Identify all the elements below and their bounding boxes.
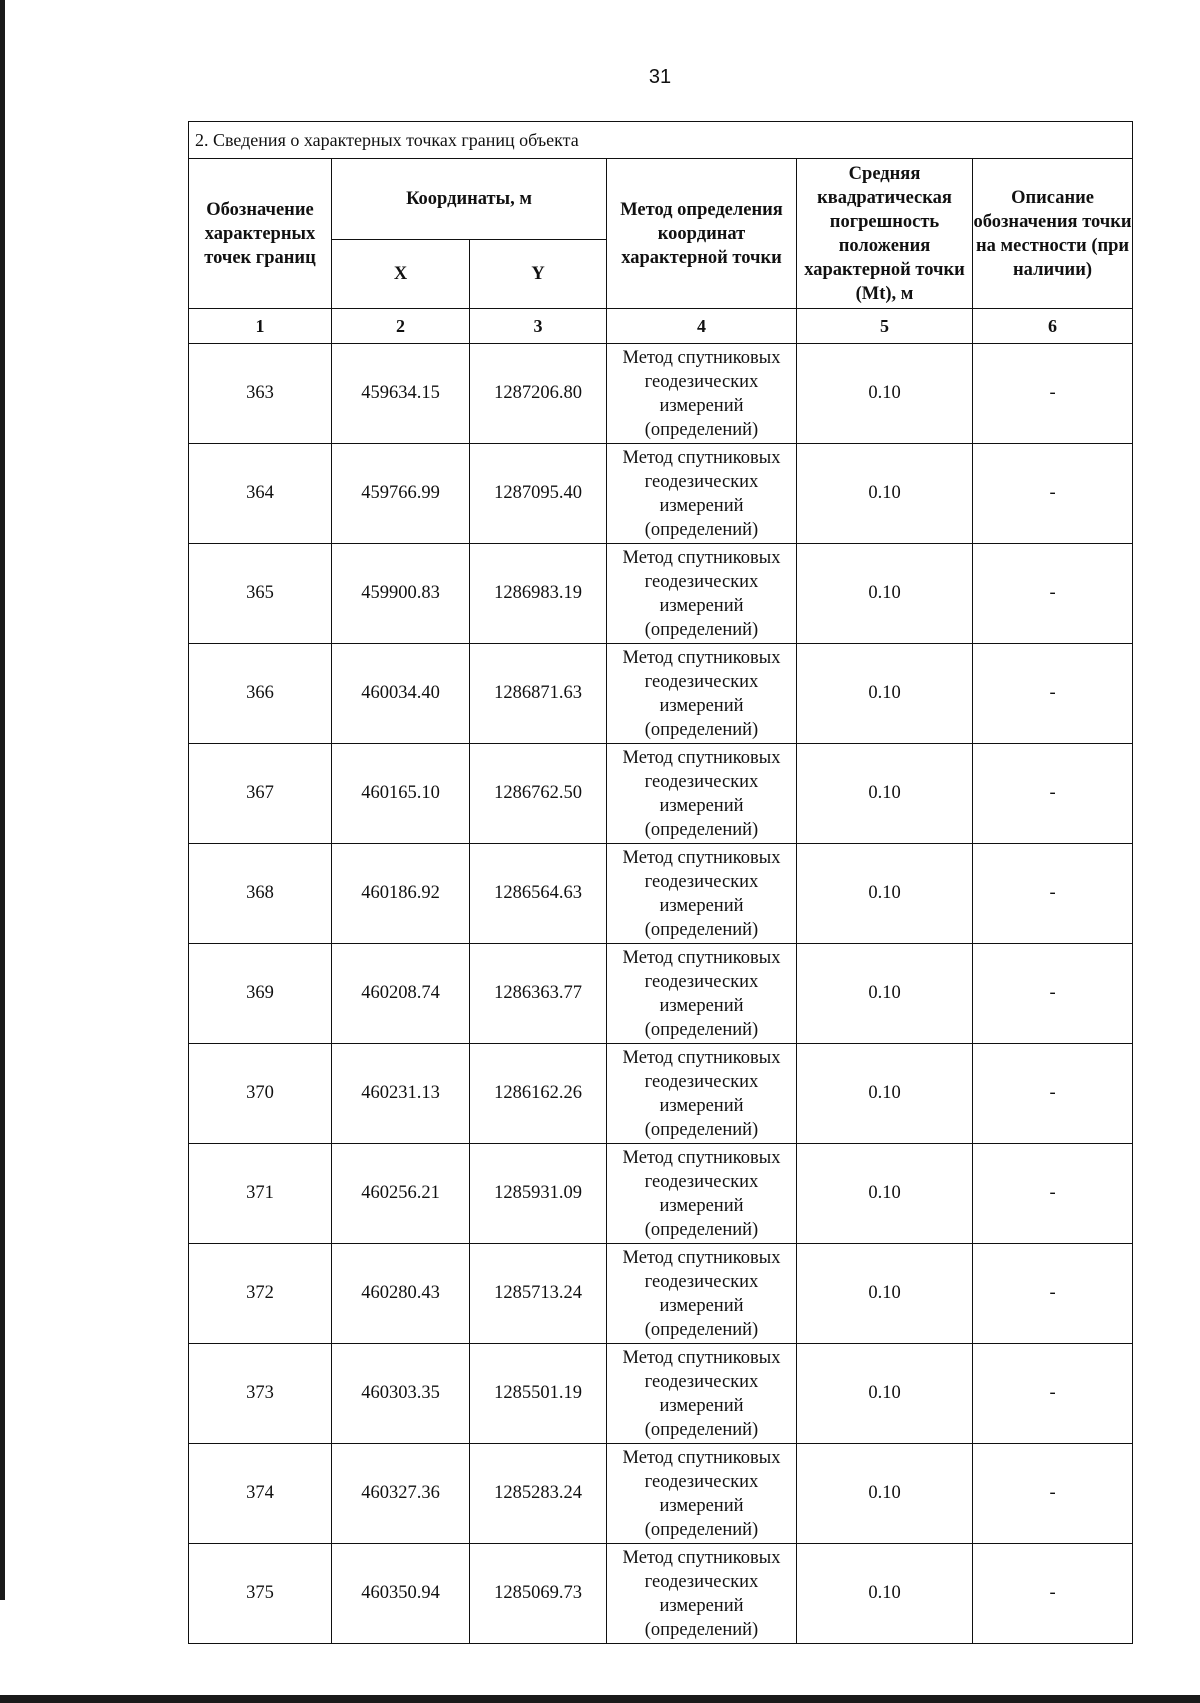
cell-x: 460280.43 [332, 1244, 470, 1344]
table-row [189, 844, 1133, 944]
cell-mt: 0.10 [797, 344, 973, 444]
table-row [189, 544, 1133, 644]
column-number: 2 [332, 309, 470, 344]
column-number: 1 [189, 309, 332, 344]
cell-mt: 0.10 [797, 744, 973, 844]
cell-description: - [973, 1544, 1133, 1644]
cell-point: 365 [189, 544, 332, 644]
header-designation: Обозначение характерных точек границ [189, 159, 332, 309]
cell-point: 366 [189, 644, 332, 744]
cell-y: 1286983.19 [470, 544, 607, 644]
cell-point: 375 [189, 1544, 332, 1644]
cell-x: 460231.13 [332, 1044, 470, 1144]
column-number: 4 [607, 309, 797, 344]
header-method: Метод определения координат характерной точки [607, 159, 797, 309]
cell-method: Метод спутниковых геодезических измерений (определений) [607, 944, 797, 1044]
table-row [189, 1444, 1133, 1544]
cell-y: 1285931.09 [470, 1144, 607, 1244]
header-error: Средняя квадратическая погрешность положения характерной точки (Mt), м [797, 159, 973, 309]
cell-method: Метод спутниковых геодезических измерений (определений) [607, 1544, 797, 1644]
cell-mt: 0.10 [797, 1444, 973, 1544]
cell-point: 363 [189, 344, 332, 444]
table-caption: 2. Сведения о характерных точках границ объекта [189, 122, 1133, 159]
column-number: 6 [973, 309, 1133, 344]
column-number: 5 [797, 309, 973, 344]
cell-x: 459900.83 [332, 544, 470, 644]
cell-method: Метод спутниковых геодезических измерений (определений) [607, 744, 797, 844]
cell-point: 370 [189, 1044, 332, 1144]
cell-description: - [973, 644, 1133, 744]
boundary-points-table [188, 121, 1133, 1644]
cell-point: 364 [189, 444, 332, 544]
header-y: Y [470, 240, 607, 309]
cell-mt: 0.10 [797, 644, 973, 744]
cell-x: 459766.99 [332, 444, 470, 544]
cell-point: 368 [189, 844, 332, 944]
cell-mt: 0.10 [797, 1144, 973, 1244]
cell-y: 1286363.77 [470, 944, 607, 1044]
cell-y: 1287206.80 [470, 344, 607, 444]
table-row [189, 1344, 1133, 1444]
cell-y: 1286564.63 [470, 844, 607, 944]
table-row [189, 1244, 1133, 1344]
header-coordinates: Координаты, м [332, 159, 607, 240]
cell-description: - [973, 1144, 1133, 1244]
cell-mt: 0.10 [797, 844, 973, 944]
cell-description: - [973, 1444, 1133, 1544]
page-number: 31 [648, 66, 672, 88]
table-row [189, 944, 1133, 1044]
cell-method: Метод спутниковых геодезических измерений (определений) [607, 444, 797, 544]
cell-y: 1285713.24 [470, 1244, 607, 1344]
cell-point: 369 [189, 944, 332, 1044]
cell-method: Метод спутниковых геодезических измерений (определений) [607, 1344, 797, 1444]
cell-point: 374 [189, 1444, 332, 1544]
table-row [189, 344, 1133, 444]
cell-point: 371 [189, 1144, 332, 1244]
cell-y: 1286162.26 [470, 1044, 607, 1144]
cell-point: 373 [189, 1344, 332, 1444]
cell-mt: 0.10 [797, 444, 973, 544]
cell-method: Метод спутниковых геодезических измерений (определений) [607, 1244, 797, 1344]
header-x: X [332, 240, 470, 309]
cell-method: Метод спутниковых геодезических измерений (определений) [607, 1444, 797, 1544]
table-row [189, 1044, 1133, 1144]
cell-method: Метод спутниковых геодезических измерений (определений) [607, 544, 797, 644]
cell-mt: 0.10 [797, 1344, 973, 1444]
cell-method: Метод спутниковых геодезических измерений (определений) [607, 844, 797, 944]
cell-description: - [973, 344, 1133, 444]
cell-mt: 0.10 [797, 1044, 973, 1144]
cell-x: 459634.15 [332, 344, 470, 444]
column-number: 3 [470, 309, 607, 344]
cell-description: - [973, 444, 1133, 544]
cell-point: 372 [189, 1244, 332, 1344]
table-row [189, 644, 1133, 744]
cell-mt: 0.10 [797, 1544, 973, 1644]
cell-y: 1286871.63 [470, 644, 607, 744]
cell-point: 367 [189, 744, 332, 844]
cell-description: - [973, 1244, 1133, 1344]
table-row [189, 444, 1133, 544]
cell-description: - [973, 744, 1133, 844]
cell-x: 460350.94 [332, 1544, 470, 1644]
cell-method: Метод спутниковых геодезических измерений (определений) [607, 344, 797, 444]
cell-mt: 0.10 [797, 944, 973, 1044]
table-row [189, 1144, 1133, 1244]
cell-description: - [973, 1044, 1133, 1144]
cell-x: 460303.35 [332, 1344, 470, 1444]
cell-description: - [973, 844, 1133, 944]
cell-y: 1285069.73 [470, 1544, 607, 1644]
cell-y: 1286762.50 [470, 744, 607, 844]
scan-edge-left [0, 0, 5, 1600]
cell-description: - [973, 544, 1133, 644]
cell-y: 1287095.40 [470, 444, 607, 544]
cell-description: - [973, 944, 1133, 1044]
cell-y: 1285283.24 [470, 1444, 607, 1544]
cell-x: 460186.92 [332, 844, 470, 944]
table-row [189, 1544, 1133, 1644]
cell-x: 460208.74 [332, 944, 470, 1044]
cell-x: 460034.40 [332, 644, 470, 744]
cell-x: 460165.10 [332, 744, 470, 844]
cell-y: 1285501.19 [470, 1344, 607, 1444]
cell-mt: 0.10 [797, 1244, 973, 1344]
cell-x: 460256.21 [332, 1144, 470, 1244]
scan-edge-bottom [0, 1695, 1200, 1703]
cell-method: Метод спутниковых геодезических измерений (определений) [607, 644, 797, 744]
cell-method: Метод спутниковых геодезических измерений (определений) [607, 1044, 797, 1144]
table-row [189, 744, 1133, 844]
cell-mt: 0.10 [797, 544, 973, 644]
cell-description: - [973, 1344, 1133, 1444]
header-description: Описание обозначения точки на местности (при наличии) [973, 159, 1133, 309]
cell-method: Метод спутниковых геодезических измерений (определений) [607, 1144, 797, 1244]
cell-x: 460327.36 [332, 1444, 470, 1544]
